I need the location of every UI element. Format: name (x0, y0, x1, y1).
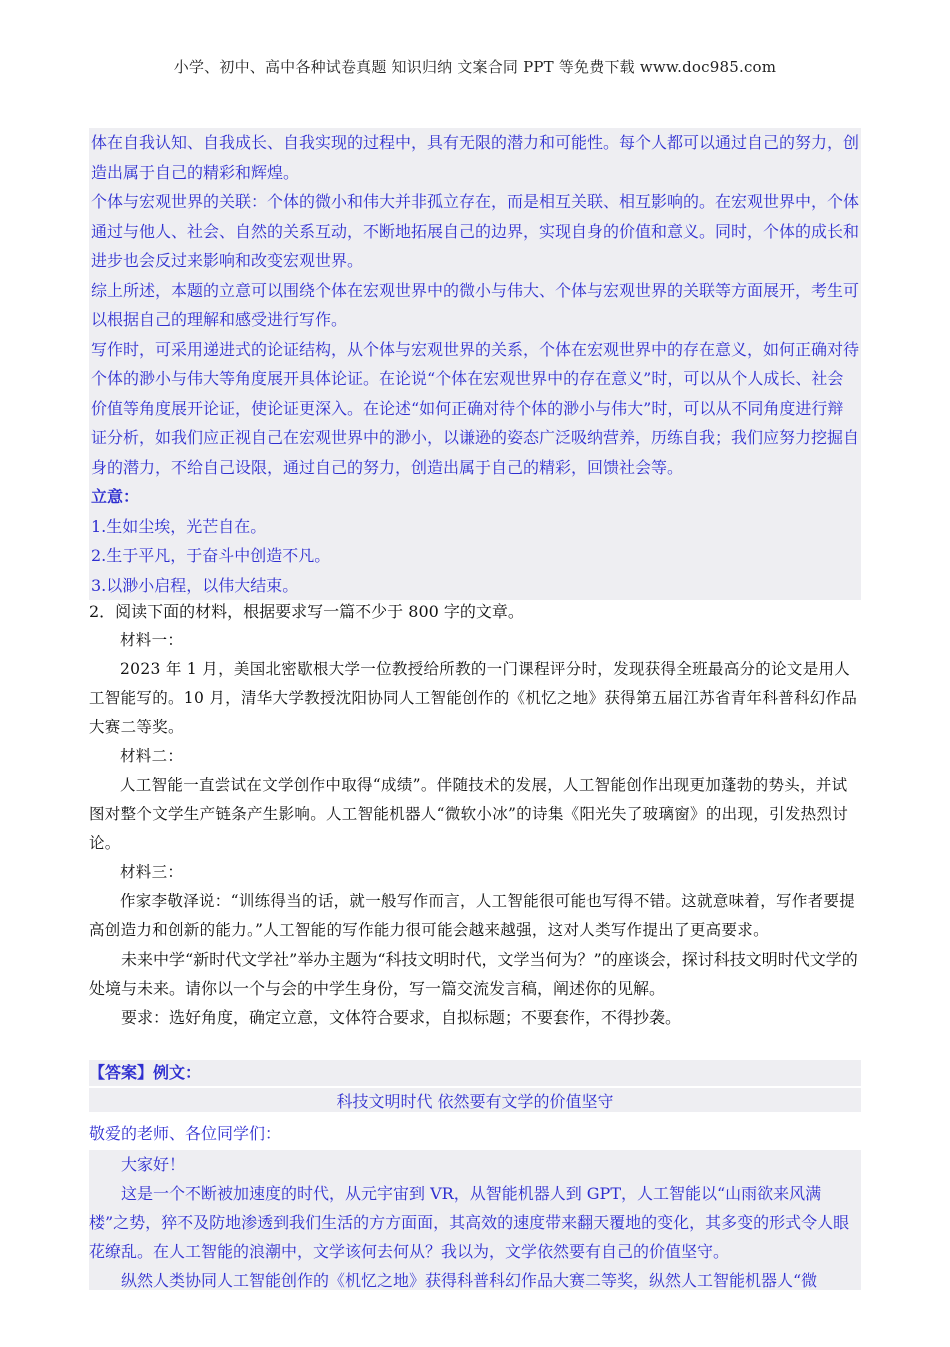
essay-paragraph: 纵然人类协同人工智能创作的《机忆之地》获得科普科幻作品大赛二等奖，纵然人工智能机器人“微 (121, 1271, 818, 1290)
essay-body (89, 1150, 861, 1290)
material-1-text: 2023 年 1 月，美国北密歇根大学一位教授给所教的一门课程评分时，发现获得全班最高分的论文是用人工智能写的。10 月，清华大学教授沈阳协同人工智能创作的《机忆之地》获得第五届江苏省青年科普科幻作品大赛二等奖。 (89, 660, 858, 736)
analysis-paragraph: 体在自我认知、自我成长、自我实现的过程中，具有无限的潜力和可能性。每个人都可以通过自己的努力，创造出属于自己的精彩和辉煌。 (91, 133, 860, 182)
page-header: 小学、初中、高中各种试卷真题 知识归纳 文案合同 PPT 等免费下载 www.doc985.com (173, 58, 777, 76)
liyi-item: 1.生如尘埃，光芒自在。 (91, 516, 267, 536)
material-3-label: 材料三： (120, 863, 184, 881)
essay-paragraph: 大家好！ (121, 1155, 186, 1174)
essay-greeting: 敬爱的老师、各位同学们： (89, 1124, 282, 1143)
essay-title: 科技文明时代 依然要有文学的价值坚守 (89, 1088, 861, 1112)
liyi-item: 3.以渺小启程，以伟大结束。 (91, 575, 299, 595)
analysis-section (89, 128, 861, 600)
liyi-label: 立意： (91, 487, 140, 506)
question-prompt: 2．阅读下面的材料，根据要求写一篇不少于 800 字的文章。 (89, 602, 524, 621)
requirement-text: 要求：选好角度，确定立意，文体符合要求，自拟标题；不要套作，不得抄袭。 (121, 1008, 682, 1027)
question-section (89, 597, 861, 1032)
material-2-label: 材料二： (120, 747, 184, 765)
analysis-paragraph: 综上所述，本题的立意可以围绕个体在宏观世界中的微小与伟大、个体与宏观世界的关联等方面展开，考生可以根据自己的理解和感受进行写作。 (91, 280, 860, 329)
essay-paragraph: 这是一个不断被加速度的时代，从元宇宙到 VR，从智能机器人到 GPT，人工智能以“山雨欲来风满楼”之势，猝不及防地渗透到我们生活的方方面面，其高效的速度带来翻天覆地的变化，其多变的形式令人眼花缭乱。在人工智能的浪潮中，文学该何去何从？我以为，文学依然要有自己的价值坚守。 (89, 1184, 850, 1261)
material-2-text: 人工智能一直尝试在文学创作中取得“成绩”。伴随技术的发展，人工智能创作出现更加蓬勃的势头，并试图对整个文学生产链条产生影响。人工智能机器人“微软小冰”的诗集《阳光失了玻璃窗》的出现，引发热烈讨论。 (89, 776, 849, 852)
task-text: 未来中学“新时代文学社”举办主题为“科技文明时代，文学当何为？”的座谈会，探讨科技文明时代文学的处境与未来。请你以一个与会的中学生身份，写一篇交流发言稿，阐述你的见解。 (89, 950, 858, 998)
material-1-label: 材料一： (120, 631, 184, 649)
analysis-paragraph: 写作时，可采用递进式的论证结构，从个体与宏观世界的关系，个体在宏观世界中的存在意义，如何正确对待个体的渺小与伟大等角度展开具体论证。在论说“个体在宏观世界中的存在意义”时，可以从个人成长、社会价值等角度展开论证，使论证更深入。在论述“如何正确对待个体的渺小与伟大”时，可以从不同角度进行辩证分析，如我们应正视自己在宏观世界中的渺小，以谦逊的姿态广泛吸纳营养，历练自我；我们应努力挖掘自身的潜力，不给自己设限，通过自己的努力，创造出属于自己的精彩，回馈社会等。 (91, 339, 860, 477)
liyi-item: 2.生于平凡，于奋斗中创造不凡。 (91, 546, 331, 565)
material-3-text: 作家李敬泽说：“训练得当的话，就一般写作而言，人工智能很可能也写得不错。这就意味着，写作者要提高创造力和创新的能力。”人工智能的写作能力很可能会越来越强，这对人类写作提出了更高要求。 (89, 892, 856, 939)
analysis-paragraph: 个体与宏观世界的关联：个体的微小和伟大并非孤立存在，而是相互关联、相互影响的。在宏观世界中，个体通过与他人、社会、自然的关系互动，不断地拓展自己的边界，实现自身的价值和意义。同时，个体的成长和进步也会反过来影响和改变宏观世界。 (91, 192, 860, 270)
answer-label: 【答案】例文： (89, 1060, 861, 1086)
